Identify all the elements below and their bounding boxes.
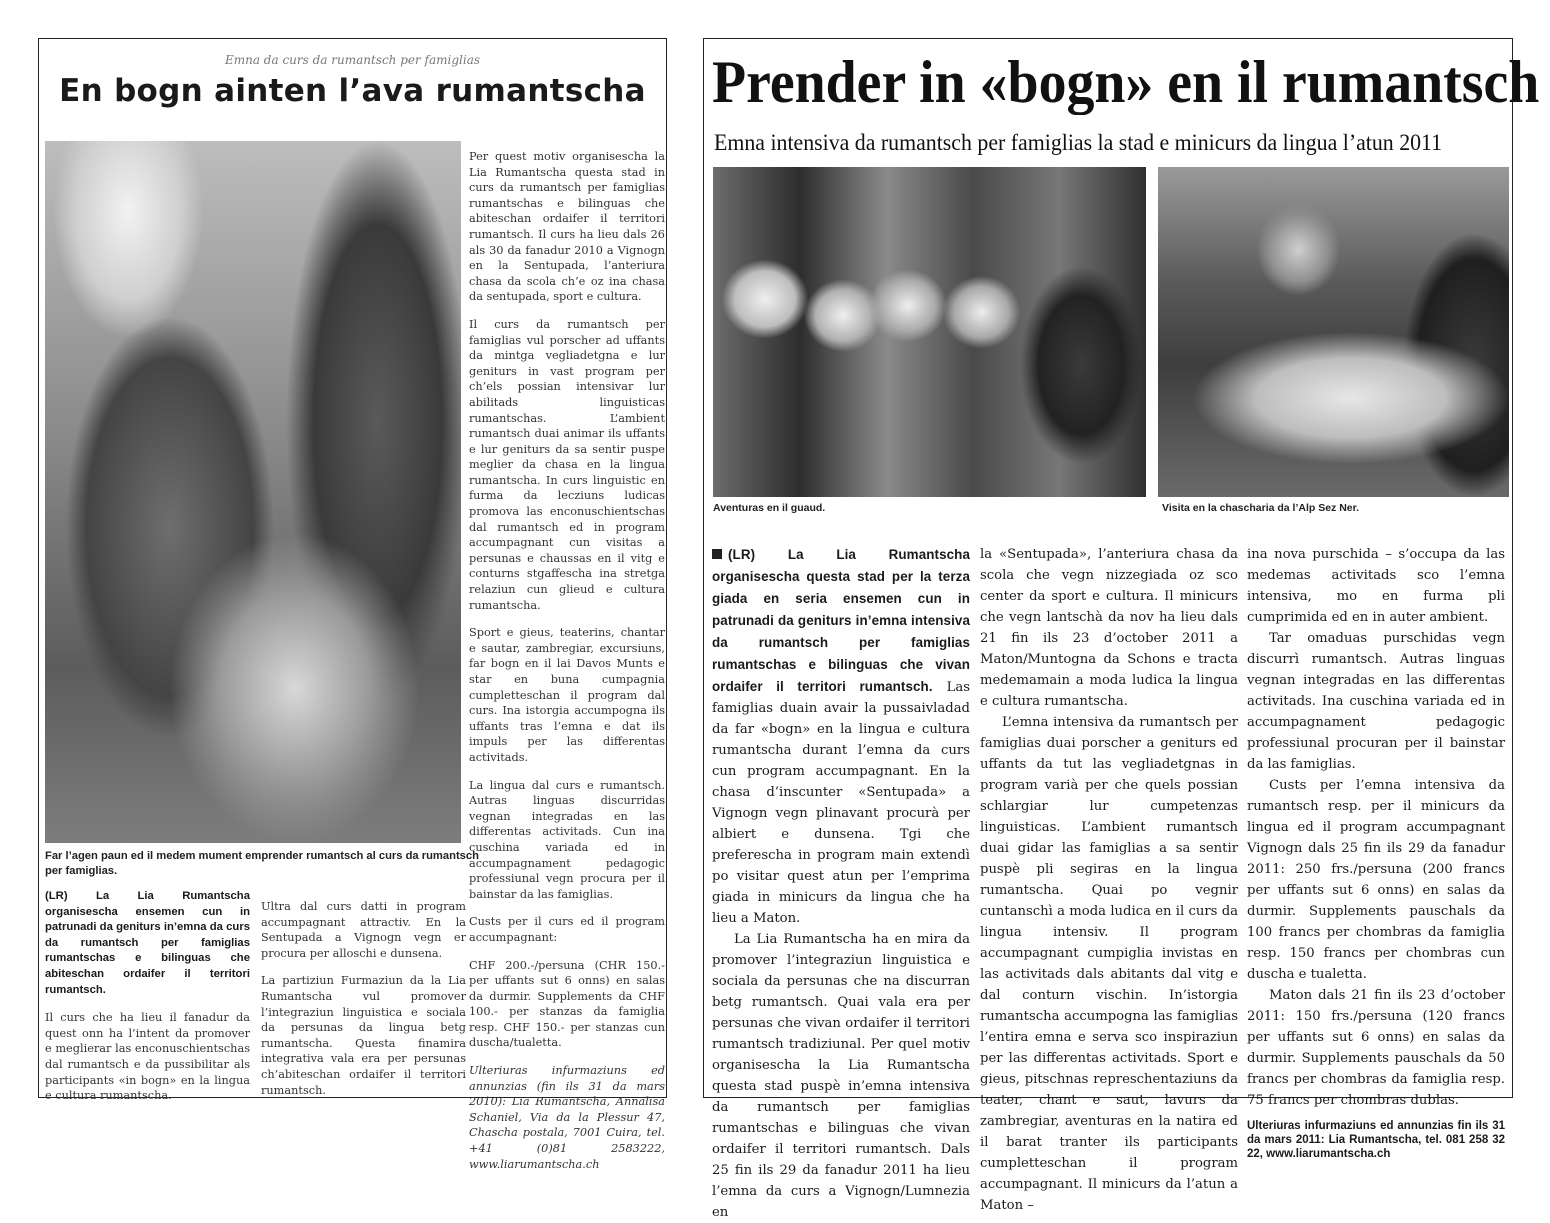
left-bottom-column-2 bbox=[261, 899, 466, 1110]
left-bottom-column-1 bbox=[45, 889, 250, 1116]
left-side-para-1: Per quest motiv organisescha la Lia Rumantscha questa stad in curs da rumantsch per famiglias rumantschas e bilinguas che abiteschan ordaifer il territori rumantsch. Il curs ha lieu dals 26 als 30 da fanadur 2010 a Vignogn en la Sentupada, l’anteriura chasa da scola ch’e oz ina chasa da sentupada, sport e cultura. bbox=[469, 150, 665, 304]
right-col-3-para-1: ina nova purschida – s’occupa da las medemas activitads sco l’emna intensiva, mo en furma pli cumprimida ed en in auter ambient. bbox=[1247, 547, 1505, 625]
right-col-3-para-4: Maton dals 21 fin ils 23 d’october 2011: 150 frs./persuna (120 francs per uffants sut 6 onns) en salas da durmir. Supplements pauschals da 50 francs per chombras da famiglia resp. 75 francs per chombras dublas. bbox=[1247, 988, 1505, 1108]
left-lead-paragraph: (LR) La Lia Rumantscha organisescha ensemen cun in patrunadi da geniturs in’emna da curs da rumantsch per famiglias rumantschas e bilinguas che abiteschan ordaifer il territori rumantsch. bbox=[45, 890, 250, 996]
left-bottom-2-para-2: La partiziun Furmaziun da la Lia Rumantscha vul promover l’integraziun linguistica e sociala da persunas da lingua betg rumantscha. Questa finamira integrativa vala era per persunas ch’abiteschan ordaifer il territori rumantsch. bbox=[261, 974, 466, 1097]
forest-children-photo bbox=[713, 167, 1146, 497]
bullet-square-icon bbox=[712, 549, 722, 559]
cheese-dairy-photo bbox=[1158, 167, 1509, 497]
right-col-3-para-2: Tar omaduas purschidas vegn discurrì rumantsch. Autras linguas vegnan integradas en las differentas activitads. Ina cuschina variada ed in accumpagnament pedagogic professiunal procuran per il bainstar da las famiglias. bbox=[1247, 631, 1505, 772]
right-col-3-para-3: Custs per l’emna intensiva da rumantsch resp. per il minicurs da lingua ed il program accumpagnant Vignogn dals 25 fin ils 29 da fanadur 2011: 250 frs./persuna (200 francs per uffants sut 6 onns) en salas da durmir. Supplements pauschals da 100 francs per chombras da famiglia resp. 150 francs per chombras cun duscha e tualetta. bbox=[1247, 778, 1505, 982]
right-photo-caption-2: Visita en la chascharia da l’Alp Sez Ner. bbox=[1162, 502, 1360, 514]
left-side-column bbox=[469, 149, 665, 1184]
left-side-para-6: CHF 200.-/persuna (CHR 150.- per uffants sut 6 onns) en salas da durmir. Supplements da CHF 100.- per stanzas da famiglia resp. CHF 150.- per stanzas cun duscha/tualetta. bbox=[469, 958, 665, 1050]
right-col-2-para-2: L’emna intensiva da rumantsch per famiglias duai porscher a geniturs ed uffants da tut las vegliadetgnas in program varià per che quels possian schlargiar lur cumpetenzas linguisticas. L’ambient rumantsch duai gidar las famiglias a sa sentir puspè pli segiras en la lingua rumantscha. Quai po vegnir cuntanschì a moda ludica en il curs da lingua intensiv. Il program accumpagnant cumpiglia invistas en las activitads dals abitants dal vitg e dal conturn vischin. In’istorgia rumantscha accumpogna las famiglias l’entira emna e serva sco inspiraziun per las differentas activitads. Sport e gieus, pitschnas represchentaziuns da teater, chant e saut, lavurs da zambregiar, aventuras en la natira ed il barat tranter ils participants cumpletteschan il program accumpagnant. Il minicurs da l’atun a Maton – bbox=[980, 715, 1238, 1213]
right-lead-rest: Las famiglias duain avair la pussaivladad da far «bogn» en la lingua e cultura rumantscha durant l’emna da curs cun program accumpagnant. En la chasa d’inscunter «Sentupada» a Vignogn vegn plinavant procurà per albiert e dunsena. Tgi che preferescha in program main extendì po visitar quest atun per l’emprima giada in minicurs da lingua che ha lieu a Maton. bbox=[712, 680, 970, 926]
left-side-contact: Ulteriuras infurmaziuns ed annunzias (fin ils 31 da mars 2010): Lia Rumantscha, Annalisa Schaniel, Via da la Plessur 47, Chascha postala, 7001 Cuira, tel. +41 (0)81 2583222, www.liarumantscha.ch bbox=[469, 1064, 665, 1171]
right-subhead: Emna intensiva da rumantsch per famiglias la stad e minicurs da lingua l’atun 2011 bbox=[714, 130, 1443, 156]
right-info-block: Ulteriuras infurmaziuns ed annunzias fin ils 31 da mars 2011: Lia Rumantscha, tel. 081 258 32 22, www.liarumantscha.ch bbox=[1247, 1120, 1505, 1160]
left-photo-caption: Far l’agen paun ed il medem mument emprender rumantsch al curs da rumantsch per famiglias. bbox=[45, 850, 479, 877]
right-newspaper-clipping bbox=[703, 38, 1540, 1220]
left-side-para-3: Sport e gieus, teaterins, chantar e sautar, zambregiar, excursiuns, far bogn en il lai Davos Munts e star en buna cumpagnia cumpletteschan il program dal curs. Ina istorgia accumpogna ils uffants tras l’emna e dat ils impuls per las differentas activitads. bbox=[469, 626, 665, 764]
left-bottom-2-para-1: Ultra dal curs datti in program accumpagnant attractiv. En la Sentupada a Vignogn vegn er procura per alloschi e dunsena. bbox=[261, 900, 466, 960]
right-headline: Prender in «bogn» en il rumantsch bbox=[712, 49, 1540, 115]
left-newspaper-clipping bbox=[38, 38, 667, 1171]
left-side-para-2: Il curs da rumantsch per famiglias vul porscher ad uffants da mintga vegliadetgna e lur geniturs in vast program per ch’els possian intensivar lur abilitads linguisticas rumantschas. L’ambient rumantsch duai animar ils uffants e lur geniturs da sa sentir puspe meglier da chasa en la lingua rumantscha. In curs linguistic en furma da lecziuns ludicas promova las enconuschientschas dal rumantsch ed in program accumpagnant cun visitas a persunas e chaussas en il vitg e conturns stgaffescha ina stretga relaziun cun glieud e cultura rumantscha. bbox=[469, 317, 665, 612]
left-side-para-5: Custs per il curs ed il program accumpagnant: bbox=[469, 915, 665, 944]
right-column-1 bbox=[712, 544, 970, 1223]
left-side-para-4: La lingua dal curs e rumantsch. Autras linguas discurridas vegnan integradas en las differentas activitads. Cun ina cuschina variada ed in accumpagnament pedagogic professiunal vegn procura per il bainstar da las famiglias. bbox=[469, 778, 665, 901]
right-column-2 bbox=[980, 544, 1238, 1216]
left-bottom-body: Il curs che ha lieu il fanadur da quest onn ha l’intent da promover e meglierar las enconuschientschas dal rumantsch e da pussibilitar als participants «in bogn» en la lingua e cultura rumantscha. bbox=[45, 1011, 250, 1103]
kitchen-photo bbox=[45, 141, 461, 843]
right-col-1-para-2: La Lia Rumantscha ha en mira da promover l’integraziun linguistica e sociala da persunas che na discurran betg rumantsch. Quai vala era per persunas che vivan ordaifer il territori rumantsch tradiziunal. Per quel motiv organisescha la Lia Rumantscha questa stad puspè in’emna intensiva da rumantsch per famiglias rumantschas e bilinguas che vivan ordaifer il territori rumantsch. Dals 25 fin ils 29 da fanadur 2011 ha lieu l’emna da curs a Vignogn/Lumnezia en bbox=[712, 932, 970, 1220]
right-column-3 bbox=[1247, 544, 1505, 1161]
right-photo-caption-1: Aventuras en il guaud. bbox=[713, 502, 826, 514]
left-kicker: Emna da curs da rumantsch per famiglias bbox=[224, 53, 481, 67]
right-col-2-para-1: la «Sentupada», l’anteriura chasa da scola che vegn nizzegiada oz sco center da sport e cultura. Il minicurs che vegn lantschà da nov ha lieu dals 21 fin ils 23 d’october 2011 a Maton/Muntogna da Schons e tracta medemamain a moda ludica la lingua e cultura rumantscha. bbox=[980, 547, 1238, 709]
left-headline: En bogn ainten l’ava rumantscha bbox=[59, 73, 646, 109]
right-lead-paragraph: (LR) La Lia Rumantscha organisescha questa stad per la terza giada en seria ensemen cun in patrunadi da geniturs in’emna intensiva da rumantsch per famiglias rumantschas e bilinguas che vivan ordaifer il territori rumantsch. bbox=[712, 547, 970, 694]
